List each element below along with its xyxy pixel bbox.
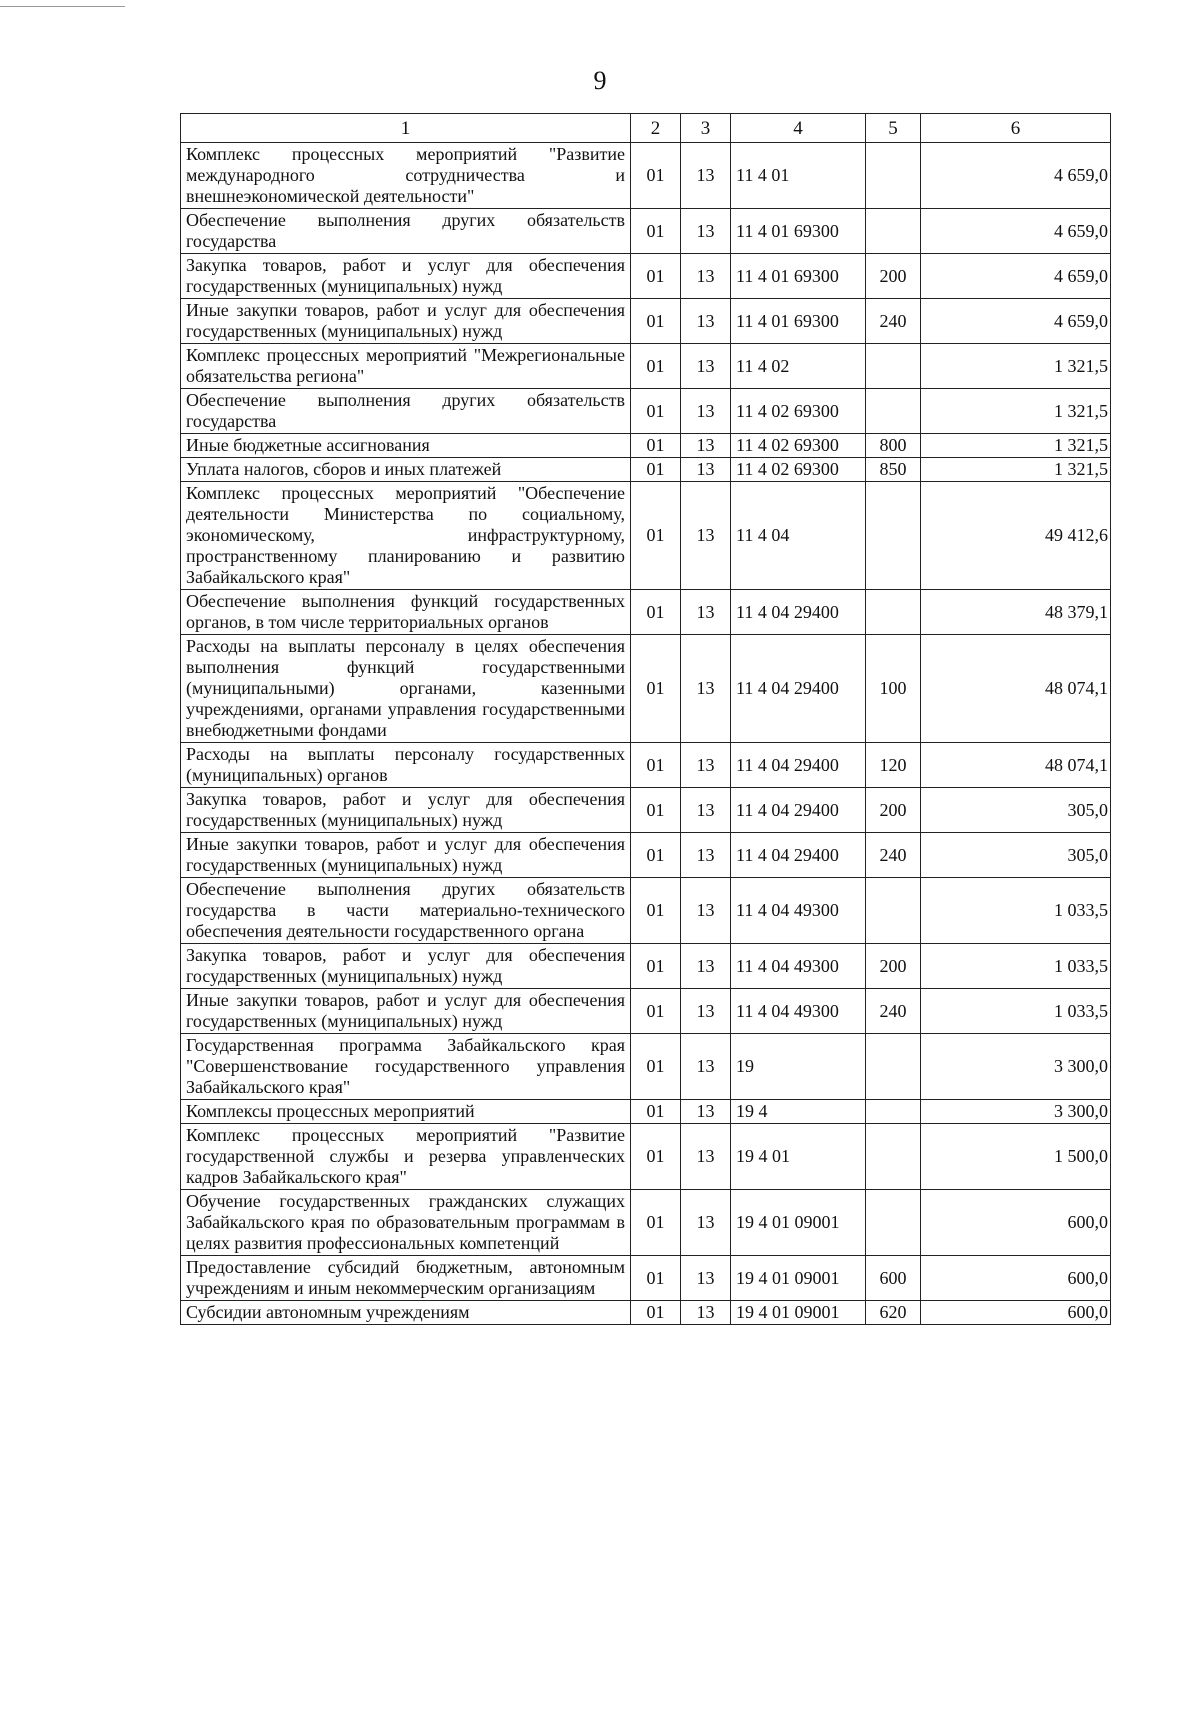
row-target-code: 11 4 02 69300	[731, 434, 866, 458]
table-row	[181, 389, 1111, 434]
row-subsection: 13	[681, 1034, 731, 1100]
row-target-code: 11 4 01 69300	[731, 209, 866, 254]
row-expense-type: 200	[866, 944, 921, 989]
row-target-code: 11 4 04 29400	[731, 590, 866, 635]
row-subsection: 13	[681, 344, 731, 389]
row-amount: 305,0	[921, 833, 1111, 878]
row-section: 01	[631, 299, 681, 344]
scan-edge-line	[0, 6, 125, 7]
row-amount: 1 033,5	[921, 944, 1111, 989]
row-target-code: 11 4 04 49300	[731, 944, 866, 989]
table-row	[181, 299, 1111, 344]
row-subsection: 13	[681, 590, 731, 635]
row-subsection: 13	[681, 1301, 731, 1325]
header-col-3: 3	[681, 114, 731, 143]
row-target-code: 11 4 04	[731, 482, 866, 590]
row-section: 01	[631, 1100, 681, 1124]
row-name: Обеспечение выполнения других обязательств государства в части материально-технического обеспечения деятельности государственного органа	[181, 878, 631, 944]
row-expense-type: 200	[866, 788, 921, 833]
row-subsection: 13	[681, 458, 731, 482]
row-subsection: 13	[681, 788, 731, 833]
row-name: Уплата налогов, сборов и иных платежей	[181, 458, 631, 482]
row-name: Комплекс процессных мероприятий "Развитие государственной службы и резерва управленческих кадров Забайкальского края"	[181, 1124, 631, 1190]
row-name: Субсидии автономным учреждениям	[181, 1301, 631, 1325]
header-col-4: 4	[731, 114, 866, 143]
row-subsection: 13	[681, 389, 731, 434]
table-row	[181, 833, 1111, 878]
row-amount: 305,0	[921, 788, 1111, 833]
row-expense-type: 620	[866, 1301, 921, 1325]
row-amount: 49 412,6	[921, 482, 1111, 590]
table-row	[181, 1256, 1111, 1301]
row-amount: 600,0	[921, 1256, 1111, 1301]
row-name: Закупка товаров, работ и услуг для обеспечения государственных (муниципальных) нужд	[181, 788, 631, 833]
row-target-code: 11 4 04 29400	[731, 788, 866, 833]
table-row	[181, 944, 1111, 989]
table-row	[181, 743, 1111, 788]
row-subsection: 13	[681, 254, 731, 299]
row-subsection: 13	[681, 1124, 731, 1190]
row-section: 01	[631, 788, 681, 833]
row-target-code: 11 4 01	[731, 143, 866, 209]
row-amount: 1 033,5	[921, 878, 1111, 944]
row-section: 01	[631, 944, 681, 989]
row-expense-type: 240	[866, 989, 921, 1034]
row-amount: 1 321,5	[921, 434, 1111, 458]
row-subsection: 13	[681, 299, 731, 344]
row-subsection: 13	[681, 944, 731, 989]
table-row	[181, 344, 1111, 389]
row-expense-type: 850	[866, 458, 921, 482]
table-row	[181, 1190, 1111, 1256]
row-expense-type	[866, 1190, 921, 1256]
row-section: 01	[631, 434, 681, 458]
row-name: Иные бюджетные ассигнования	[181, 434, 631, 458]
row-section: 01	[631, 590, 681, 635]
row-name: Иные закупки товаров, работ и услуг для обеспечения государственных (муниципальных) нужд	[181, 833, 631, 878]
table-row	[181, 143, 1111, 209]
row-target-code: 11 4 01 69300	[731, 299, 866, 344]
row-expense-type	[866, 878, 921, 944]
row-name: Расходы на выплаты персоналу государственных (муниципальных) органов	[181, 743, 631, 788]
row-section: 01	[631, 833, 681, 878]
row-section: 01	[631, 254, 681, 299]
row-section: 01	[631, 1301, 681, 1325]
row-expense-type: 100	[866, 635, 921, 743]
row-amount: 3 300,0	[921, 1034, 1111, 1100]
row-expense-type	[866, 143, 921, 209]
row-subsection: 13	[681, 989, 731, 1034]
row-target-code: 19 4 01 09001	[731, 1301, 866, 1325]
table-row	[181, 209, 1111, 254]
row-subsection: 13	[681, 1256, 731, 1301]
row-amount: 48 379,1	[921, 590, 1111, 635]
header-col-2: 2	[631, 114, 681, 143]
table-body	[181, 143, 1111, 1325]
row-section: 01	[631, 1256, 681, 1301]
row-expense-type	[866, 1034, 921, 1100]
row-subsection: 13	[681, 143, 731, 209]
row-name: Комплекс процессных мероприятий "Развитие международного сотрудничества и внешнеэкономической деятельности"	[181, 143, 631, 209]
row-target-code: 19 4 01 09001	[731, 1256, 866, 1301]
row-section: 01	[631, 1034, 681, 1100]
header-row	[181, 114, 1111, 143]
row-amount: 4 659,0	[921, 209, 1111, 254]
row-amount: 1 500,0	[921, 1124, 1111, 1190]
row-target-code: 11 4 01 69300	[731, 254, 866, 299]
row-target-code: 11 4 04 29400	[731, 833, 866, 878]
row-name: Предоставление субсидий бюджетным, автономным учреждениям и иным некоммерческим организациям	[181, 1256, 631, 1301]
table-row	[181, 1034, 1111, 1100]
table-row	[181, 1301, 1111, 1325]
row-subsection: 13	[681, 209, 731, 254]
row-name: Обучение государственных гражданских служащих Забайкальского края по образовательным программам в целях развития профессиональных компетенций	[181, 1190, 631, 1256]
row-target-code: 11 4 04 49300	[731, 878, 866, 944]
row-section: 01	[631, 1124, 681, 1190]
row-expense-type	[866, 209, 921, 254]
row-expense-type: 600	[866, 1256, 921, 1301]
row-target-code: 19 4	[731, 1100, 866, 1124]
row-name: Иные закупки товаров, работ и услуг для обеспечения государственных (муниципальных) нужд	[181, 989, 631, 1034]
row-target-code: 11 4 04 29400	[731, 743, 866, 788]
row-amount: 4 659,0	[921, 299, 1111, 344]
budget-table	[180, 113, 1111, 1325]
row-name: Обеспечение выполнения других обязательств государства	[181, 209, 631, 254]
row-target-code: 19 4 01 09001	[731, 1190, 866, 1256]
table-row	[181, 458, 1111, 482]
table-row	[181, 989, 1111, 1034]
row-section: 01	[631, 389, 681, 434]
row-expense-type: 240	[866, 833, 921, 878]
row-section: 01	[631, 878, 681, 944]
row-expense-type	[866, 482, 921, 590]
row-target-code: 11 4 02 69300	[731, 458, 866, 482]
row-target-code: 11 4 02	[731, 344, 866, 389]
row-name: Иные закупки товаров, работ и услуг для обеспечения государственных (муниципальных) нужд	[181, 299, 631, 344]
row-expense-type: 240	[866, 299, 921, 344]
row-name: Комплекс процессных мероприятий "Межрегиональные обязательства региона"	[181, 344, 631, 389]
row-subsection: 13	[681, 434, 731, 458]
header-col-6: 6	[921, 114, 1111, 143]
row-expense-type: 200	[866, 254, 921, 299]
table-row	[181, 254, 1111, 299]
table-row	[181, 482, 1111, 590]
row-subsection: 13	[681, 833, 731, 878]
row-expense-type	[866, 389, 921, 434]
row-amount: 4 659,0	[921, 143, 1111, 209]
row-subsection: 13	[681, 482, 731, 590]
row-name: Обеспечение выполнения функций государственных органов, в том числе территориальных органов	[181, 590, 631, 635]
row-section: 01	[631, 458, 681, 482]
table-row	[181, 635, 1111, 743]
header-col-1: 1	[181, 114, 631, 143]
row-target-code: 19	[731, 1034, 866, 1100]
row-section: 01	[631, 989, 681, 1034]
row-expense-type: 120	[866, 743, 921, 788]
row-amount: 48 074,1	[921, 743, 1111, 788]
row-target-code: 11 4 02 69300	[731, 389, 866, 434]
row-expense-type	[866, 1124, 921, 1190]
row-target-code: 11 4 04 49300	[731, 989, 866, 1034]
row-name: Государственная программа Забайкальского края "Совершенствование государственного управления Забайкальского края"	[181, 1034, 631, 1100]
row-subsection: 13	[681, 1100, 731, 1124]
row-subsection: 13	[681, 1190, 731, 1256]
table-row	[181, 1100, 1111, 1124]
row-section: 01	[631, 482, 681, 590]
row-name: Закупка товаров, работ и услуг для обеспечения государственных (муниципальных) нужд	[181, 944, 631, 989]
row-amount: 48 074,1	[921, 635, 1111, 743]
row-section: 01	[631, 1190, 681, 1256]
page-number: 9	[593, 66, 607, 95]
row-amount: 1 321,5	[921, 458, 1111, 482]
row-subsection: 13	[681, 635, 731, 743]
row-name: Закупка товаров, работ и услуг для обеспечения государственных (муниципальных) нужд	[181, 254, 631, 299]
row-expense-type	[866, 1100, 921, 1124]
table-row	[181, 434, 1111, 458]
header-col-5: 5	[866, 114, 921, 143]
row-expense-type: 800	[866, 434, 921, 458]
row-section: 01	[631, 344, 681, 389]
row-name: Комплексы процессных мероприятий	[181, 1100, 631, 1124]
row-amount: 4 659,0	[921, 254, 1111, 299]
row-amount: 600,0	[921, 1301, 1111, 1325]
row-section: 01	[631, 143, 681, 209]
table-row	[181, 1124, 1111, 1190]
row-amount: 1 033,5	[921, 989, 1111, 1034]
row-name: Обеспечение выполнения других обязательств государства	[181, 389, 631, 434]
row-amount: 3 300,0	[921, 1100, 1111, 1124]
row-section: 01	[631, 743, 681, 788]
row-section: 01	[631, 209, 681, 254]
row-amount: 600,0	[921, 1190, 1111, 1256]
table-row	[181, 788, 1111, 833]
row-target-code: 19 4 01	[731, 1124, 866, 1190]
row-expense-type	[866, 344, 921, 389]
row-section: 01	[631, 635, 681, 743]
table-row	[181, 878, 1111, 944]
table-row	[181, 590, 1111, 635]
row-name: Расходы на выплаты персоналу в целях обеспечения выполнения функций государственными (муниципальными) органами, казенными учреждениями, органами управления государственными внебюджетными фондами	[181, 635, 631, 743]
row-subsection: 13	[681, 743, 731, 788]
row-amount: 1 321,5	[921, 344, 1111, 389]
row-expense-type	[866, 590, 921, 635]
row-subsection: 13	[681, 878, 731, 944]
row-target-code: 11 4 04 29400	[731, 635, 866, 743]
row-amount: 1 321,5	[921, 389, 1111, 434]
row-name: Комплекс процессных мероприятий "Обеспечение деятельности Министерства по социальному, экономическому, инфраструктурному, пространственному планированию и развитию Забайкальского края"	[181, 482, 631, 590]
